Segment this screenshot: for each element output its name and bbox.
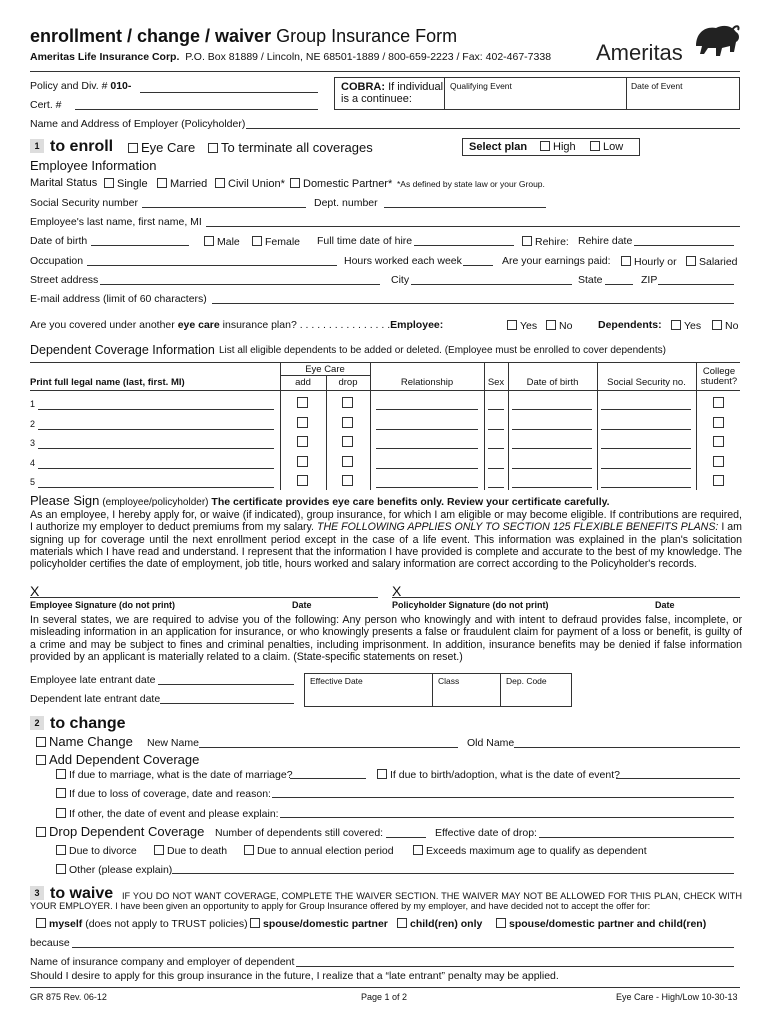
annual-option[interactable]: Due to annual election period [244, 845, 394, 857]
policy-input[interactable] [140, 92, 318, 93]
plan-high-option[interactable]: High [540, 141, 576, 153]
dep-add-checkbox[interactable] [297, 475, 308, 486]
insurance-name-label: Name of insurance company and employer of dependent [30, 956, 295, 968]
rehire-date-label: Rehire date [578, 235, 633, 247]
row-number: 4 [30, 457, 36, 468]
dep-relationship-input[interactable] [376, 448, 478, 449]
city-label: City [391, 274, 410, 286]
pol-sig-label: Policyholder Signature (do not print) [392, 600, 549, 610]
col-relationship: Relationship [400, 377, 454, 388]
waive-myself-option[interactable]: myself (does not apply to TRUST policies) [36, 918, 248, 930]
insurance-name-input[interactable] [296, 966, 734, 967]
name-change-option[interactable]: Name Change [36, 735, 133, 748]
dep-sex-input[interactable] [488, 429, 504, 430]
dep-name-input[interactable] [38, 468, 274, 469]
dep-sex-input[interactable] [488, 409, 504, 410]
terminate-checkbox [208, 143, 218, 153]
dep-add-checkbox[interactable] [297, 397, 308, 408]
other-event-input[interactable] [280, 817, 734, 818]
defined-note: *As defined by state law or your Group. [397, 179, 545, 189]
marital-status-label: Marital Status [30, 177, 98, 189]
emp-name-label: Employee's last name, first name, MI [30, 216, 202, 228]
form-number: GR 875 Rev. 06-12 [30, 992, 107, 1002]
date-of-event[interactable]: Date of Event [631, 81, 683, 91]
dep-college-checkbox[interactable] [713, 417, 724, 428]
zip-input[interactable] [658, 284, 734, 285]
loss-input[interactable] [272, 797, 734, 798]
policy-label: Policy and Div. # 010- [30, 80, 132, 92]
cert-input[interactable] [75, 109, 318, 110]
page-number: Page 1 of 2 [361, 992, 408, 1002]
paid-hourly[interactable]: Hourly or [621, 256, 677, 268]
dep-drop-checkbox[interactable] [342, 475, 353, 486]
new-name-label: New Name [147, 737, 199, 749]
covered-question: Are you covered under another eye care insurance plan? . . . . . . . . . . . . . . . .Employee: [30, 319, 444, 331]
dep-drop-checkbox[interactable] [342, 456, 353, 467]
marriage-date-input[interactable] [290, 778, 366, 779]
company-line: Ameritas Life Insurance Corp. P.O. Box 81889 / Lincoln, NE 68501-1889 / 800-659-2223 / Fax: 402-467-7338 [30, 51, 552, 63]
rehire-date-input[interactable] [634, 245, 734, 246]
dep-college-checkbox[interactable] [713, 397, 724, 408]
product-code: Eye Care - High/Low 10-30-13 [616, 992, 738, 1002]
dep-dob-input[interactable] [512, 448, 592, 449]
dep-add-checkbox[interactable] [297, 417, 308, 428]
marriage-option[interactable]: If due to marriage, what is the date of marriage? [56, 769, 293, 781]
late-entrant-note: Should I desire to apply for this group insurance in the future, I realize that a “late entrant” penalty may be applied. [30, 970, 559, 982]
cobra-label: COBRA: If individual [341, 81, 444, 93]
emp-signature-input[interactable] [30, 597, 378, 598]
dependent-heading: Dependent Coverage Information [30, 343, 215, 357]
marital-domestic-partner[interactable]: Domestic Partner* [290, 178, 392, 190]
marital-married[interactable]: Married [157, 178, 207, 190]
emp-date-label: Date [292, 600, 312, 610]
add-dependent-option[interactable]: Add Dependent Coverage [36, 753, 199, 766]
row-number: 3 [30, 438, 36, 448]
eff-drop-label: Effective date of drop: [435, 827, 537, 839]
dep-sex-input[interactable] [488, 448, 504, 449]
dep-dob-input[interactable] [512, 487, 592, 488]
dep-name-input[interactable] [38, 487, 274, 488]
occupation-input[interactable] [87, 265, 337, 266]
row-number: 2 [30, 418, 36, 429]
dep-drop-checkbox[interactable] [342, 436, 353, 447]
dep-ssn-input[interactable] [601, 409, 691, 410]
dept-label: Dept. number [314, 197, 378, 209]
dep-name-input[interactable] [38, 409, 274, 410]
dependent-subtitle: List all eligible dependents to be added or deleted. (Employee must be enrolled to cover dependents) [219, 345, 666, 356]
email-input[interactable] [212, 303, 734, 304]
waive-spouse-child-option[interactable]: spouse/domestic partner and child(ren) [496, 918, 706, 930]
dep-relationship-input[interactable] [376, 409, 478, 410]
occupation-label: Occupation [30, 255, 84, 267]
waive-child-option[interactable]: child(ren) only [397, 918, 482, 930]
dep-ssn-input[interactable] [601, 487, 691, 488]
pol-date-label: Date [655, 600, 675, 610]
row-number: 5 [30, 477, 36, 487]
cobra-continuee: is a continuee: [341, 93, 412, 105]
paid-label: Are your earnings paid: [502, 255, 611, 267]
birth-date-input[interactable] [616, 778, 740, 779]
emp-late-label: Employee late entrant date [30, 674, 156, 686]
plan-low-option[interactable]: Low [590, 141, 623, 153]
exceeds-option[interactable]: Exceeds maximum age to qualify as dependent [413, 845, 647, 857]
dep-college-checkbox[interactable] [713, 456, 724, 467]
city-input[interactable] [411, 284, 572, 285]
dep-add-checkbox[interactable] [297, 456, 308, 467]
drop-dependent-option[interactable]: Drop Dependent Coverage [36, 825, 204, 838]
employer-label: Name and Address of Employer (Policyholder) [30, 118, 246, 130]
dept-input[interactable] [384, 207, 546, 208]
dep-dob-input[interactable] [512, 409, 592, 410]
col-sex: Sex [487, 377, 505, 388]
email-label: E-mail address (limit of 60 characters) [30, 293, 207, 305]
other-explain-option[interactable]: Other (please explain) [56, 864, 172, 876]
dep-sex-input[interactable] [488, 468, 504, 469]
street-input[interactable] [100, 284, 380, 285]
dep-late-input[interactable] [160, 703, 294, 704]
death-option[interactable]: Due to death [154, 845, 227, 857]
hours-label: Hours worked each week [344, 255, 462, 267]
dep-dob-input[interactable] [512, 429, 592, 430]
fraud-statement: In several states, we are required to advise you of the following: Any person who knowingly and with intent to defraud provides false, incomplete, or misleading information in an application for insurance, or who knowingly presents a false or fraudulent claim for payment of a loss or benefit, is guilty of a crime and may be subject to fines and criminal penalties, including imprisonment. In addition, insurance benefits may be denied if false information provided by an applicant is materially related to a claim. (State-specific statements on reset.) [30, 614, 742, 663]
old-name-input[interactable] [514, 747, 740, 748]
ssn-input[interactable] [142, 207, 306, 208]
state-input[interactable] [605, 284, 633, 285]
col-college: College student? [700, 366, 738, 387]
dep-ssn-input[interactable] [601, 448, 691, 449]
birth-option[interactable]: If due to birth/adoption, what is the date of event? [377, 769, 620, 781]
divorce-option[interactable]: Due to divorce [56, 845, 137, 857]
waive-heading: 3 to waive [30, 886, 113, 902]
col-eye-care: Eye Care [305, 364, 345, 375]
marital-single[interactable]: Single [104, 178, 148, 190]
col-add: add [295, 377, 311, 388]
col-ssn: Social Security no. [607, 377, 686, 388]
num-deps-label: Number of dependents still covered: [215, 827, 384, 839]
waive-spouse-option[interactable]: spouse/domestic partner [250, 918, 388, 930]
col-name: Print full legal name (last, first. MI) [30, 377, 185, 388]
qualifying-event[interactable]: Qualifying Event [450, 81, 512, 91]
hire-date-input[interactable] [414, 245, 514, 246]
effective-date: Effective Date [310, 676, 363, 686]
dep-name-input[interactable] [38, 448, 274, 449]
dep-name-input[interactable] [38, 429, 274, 430]
marital-civil-union[interactable]: Civil Union* [215, 178, 285, 190]
emp-covered-yes[interactable]: Yes [507, 320, 537, 332]
col-drop: drop [338, 377, 358, 388]
class-field: Class [438, 676, 460, 686]
eff-drop-input[interactable] [539, 837, 734, 838]
employer-input[interactable] [246, 128, 740, 129]
pol-signature-input[interactable] [392, 597, 740, 598]
dep-ssn-input[interactable] [601, 429, 691, 430]
emp-sign-x: X [30, 583, 40, 599]
other-explain-input[interactable] [172, 873, 734, 874]
num-deps-input[interactable] [386, 837, 426, 838]
dep-dob-input[interactable] [512, 468, 592, 469]
loss-option[interactable]: If due to loss of coverage, date and reason: [56, 788, 271, 800]
zip-label: ZIP [641, 274, 658, 286]
change-heading: 2 to change [30, 716, 126, 732]
sign-heading: Please Sign (employee/policyholder) The certificate provides eye care benefits only. Review your certificate carefully. [30, 493, 610, 508]
select-plan-label: Select plan [469, 141, 528, 153]
waive-statement: IF YOU DO NOT WANT COVERAGE, COMPLETE THE WAIVER SECTION. THE WAIVER MAY NOT BE ALLOWED FOR THIS PLAN, CHECK WITH YOUR EMPLOYER. I have been given an opportunity to apply for Group Insurance offered by my employer, and have decided not to accept the offer for: [30, 891, 742, 911]
paid-salaried[interactable]: Salaried [686, 256, 738, 268]
ameritas-logo: Ameritas [596, 40, 683, 65]
sex-male[interactable]: Male [204, 236, 240, 248]
cert-label: Cert. # [30, 99, 62, 111]
dep-drop-checkbox[interactable] [342, 417, 353, 428]
dep-covered-no[interactable]: No [712, 320, 738, 332]
sex-female[interactable]: Female [252, 236, 300, 248]
state-label: State [578, 274, 603, 286]
dep-relationship-input[interactable] [376, 429, 478, 430]
dep-sex-input[interactable] [488, 487, 504, 488]
dep-college-checkbox[interactable] [713, 475, 724, 486]
dep-ssn-input[interactable] [601, 468, 691, 469]
emp-late-input[interactable] [158, 684, 294, 685]
dep-relationship-input[interactable] [376, 487, 478, 488]
dob-label: Date of birth [30, 235, 88, 247]
rehire-option[interactable]: Rehire: [522, 236, 569, 248]
old-name-label: Old Name [467, 737, 515, 749]
pol-sign-x: X [392, 583, 402, 599]
because-input[interactable] [72, 947, 734, 948]
hours-input[interactable] [463, 265, 493, 266]
ssn-label: Social Security number [30, 197, 138, 209]
new-name-input[interactable] [199, 747, 458, 748]
row-number: 1 [30, 399, 36, 409]
enroll-heading: 1 to enroll [30, 139, 113, 155]
dependents-label: Dependents: [598, 319, 662, 331]
dep-covered-yes[interactable]: Yes [671, 320, 701, 332]
dep-college-checkbox[interactable] [713, 436, 724, 447]
street-label: Street address [30, 274, 99, 286]
bison-logo-icon [692, 22, 742, 62]
emp-covered-no[interactable]: No [546, 320, 572, 332]
other-event-option[interactable]: If other, the date of event and please explain: [56, 808, 279, 820]
dep-late-label: Dependent late entrant date [30, 693, 161, 705]
col-dob: Date of birth [526, 377, 579, 388]
form-title: enrollment / change / waiver Group Insurance Form [30, 26, 458, 46]
sign-statement: As an employee, I hereby apply for, or waive (if indicated), group insurance, for which I am eligible or may become eligible. If contributions are required, I authorize my employer to deduct premiums from my salary. THE FOLLOWING APPLIES ONLY TO SECTION 125 FLEXIBLE BENEFITS PLANS: I am signing up for coverage until the next enrollment period except in the case of a life event. This information was explained in the plan's solicitation materials which I have read and understand. I represent that the information I have provided is complete and accurate to the best of my knowledge. The policyholder certifies the date of employment, job title, hours worked and salary information are correct according to the Policyholder's records. [30, 509, 742, 571]
eye-care-checkbox [128, 143, 138, 153]
dob-input[interactable] [91, 245, 189, 246]
emp-sig-label: Employee Signature (do not print) [30, 600, 176, 610]
terminate-option[interactable]: To terminate all coverages [208, 141, 373, 154]
because-label: because [30, 937, 70, 949]
hire-date-label: Full time date of hire [317, 235, 413, 247]
eye-care-option[interactable]: Eye Care [128, 141, 195, 154]
dep-add-checkbox[interactable] [297, 436, 308, 447]
employee-info-heading: Employee Information [30, 158, 157, 173]
dep-relationship-input[interactable] [376, 468, 478, 469]
dep-drop-checkbox[interactable] [342, 397, 353, 408]
dep-code-field: Dep. Code [506, 676, 547, 686]
emp-name-input[interactable] [206, 226, 740, 227]
